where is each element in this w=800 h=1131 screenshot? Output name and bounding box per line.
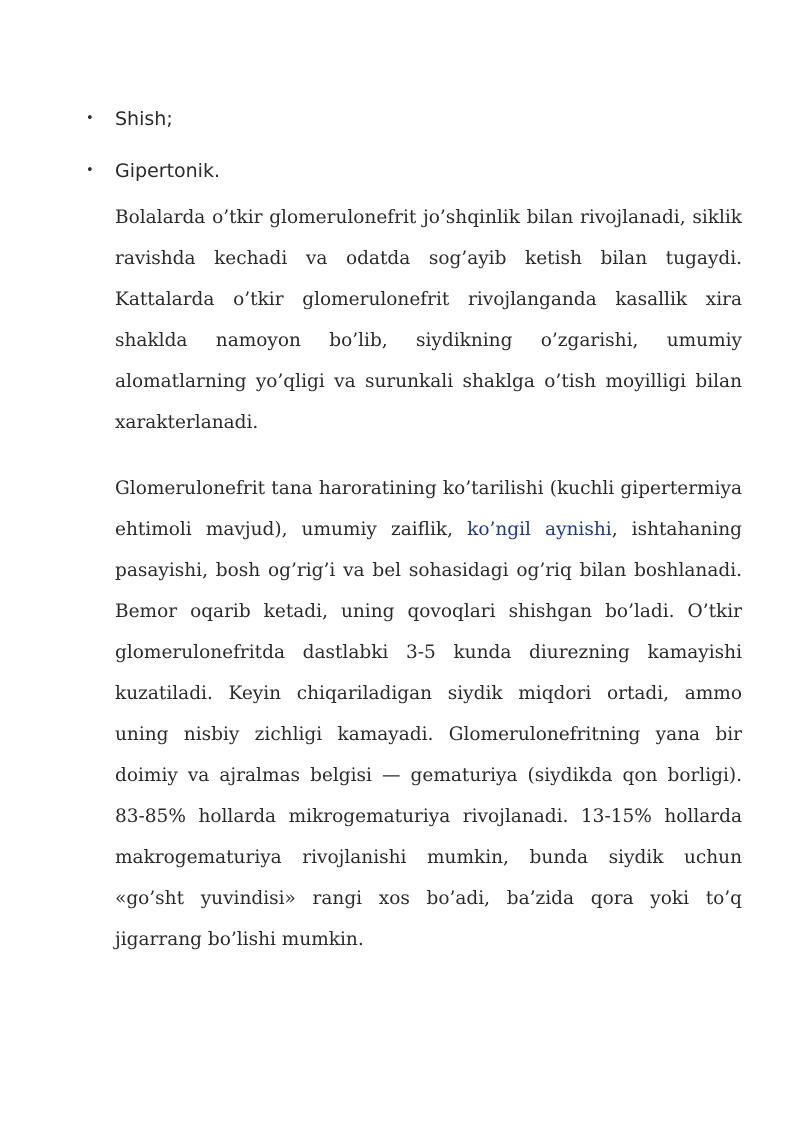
paragraph-text-before-link: Glomerulonefrit tana haroratining ko’tarilishi (kuchli gipertermiya ehtimoli mavjud), umumiy zaiflik, [115, 478, 742, 540]
nausea-link[interactable]: ko’ngil aynishi [467, 519, 612, 540]
bullet-item-swelling [86, 104, 220, 134]
bullet-marker: • [86, 111, 94, 126]
paragraph-symptoms [115, 468, 742, 960]
bullet-item-hypertonic [86, 156, 220, 186]
bullet-text: Shish; [115, 108, 173, 130]
bullet-text: Gipertonik. [115, 160, 221, 182]
paragraph-children-adults: Bolalarda o’tkir glomerulonefrit jo’shqinlik bilan rivojlanadi, siklik ravishda kechadi va odatda sog’ayib ketish bilan tugaydi. Kattalarda o’tkir glomerulonefrit rivojlanganda kasallik xira shaklda namoyon bo’lib, siydikning o’zgarishi, umumiy alomatlarning yo’qligi va surunkali shaklga o’tish moyilligi bilan xarakterlanadi. [115, 207, 742, 433]
bullet-marker: • [86, 163, 94, 178]
bullet-list [86, 104, 220, 208]
paragraph-text-after-link: , ishtahaning pasayishi, bosh og’rig’i va bel sohasidagi og’riq bilan boshlanadi. Bemor oqarib ketadi, uning qovoqlari shishgan bo’ladi. O’tkir glomerulonefritda dastlabki 3-5 kunda diurezning kamayishi kuzatiladi. Keyin chiqariladigan siydik miqdori ortadi, ammo uning nisbiy zichligi kamayadi. Glomerulonefritning yana bir doimiy va ajralmas belgisi — gematuriya (siydikda qon borligi). 83-85% hollarda mikrogematuriya rivojlanadi. 13-15% hollarda makrogematuriya rivojlanishi mumkin, bunda siydik uchun «go’sht yuvindisi» rangi xos bo’adi, ba’zida qora yoki to’q jigarrang bo’lishi mumkin. [115, 519, 742, 950]
